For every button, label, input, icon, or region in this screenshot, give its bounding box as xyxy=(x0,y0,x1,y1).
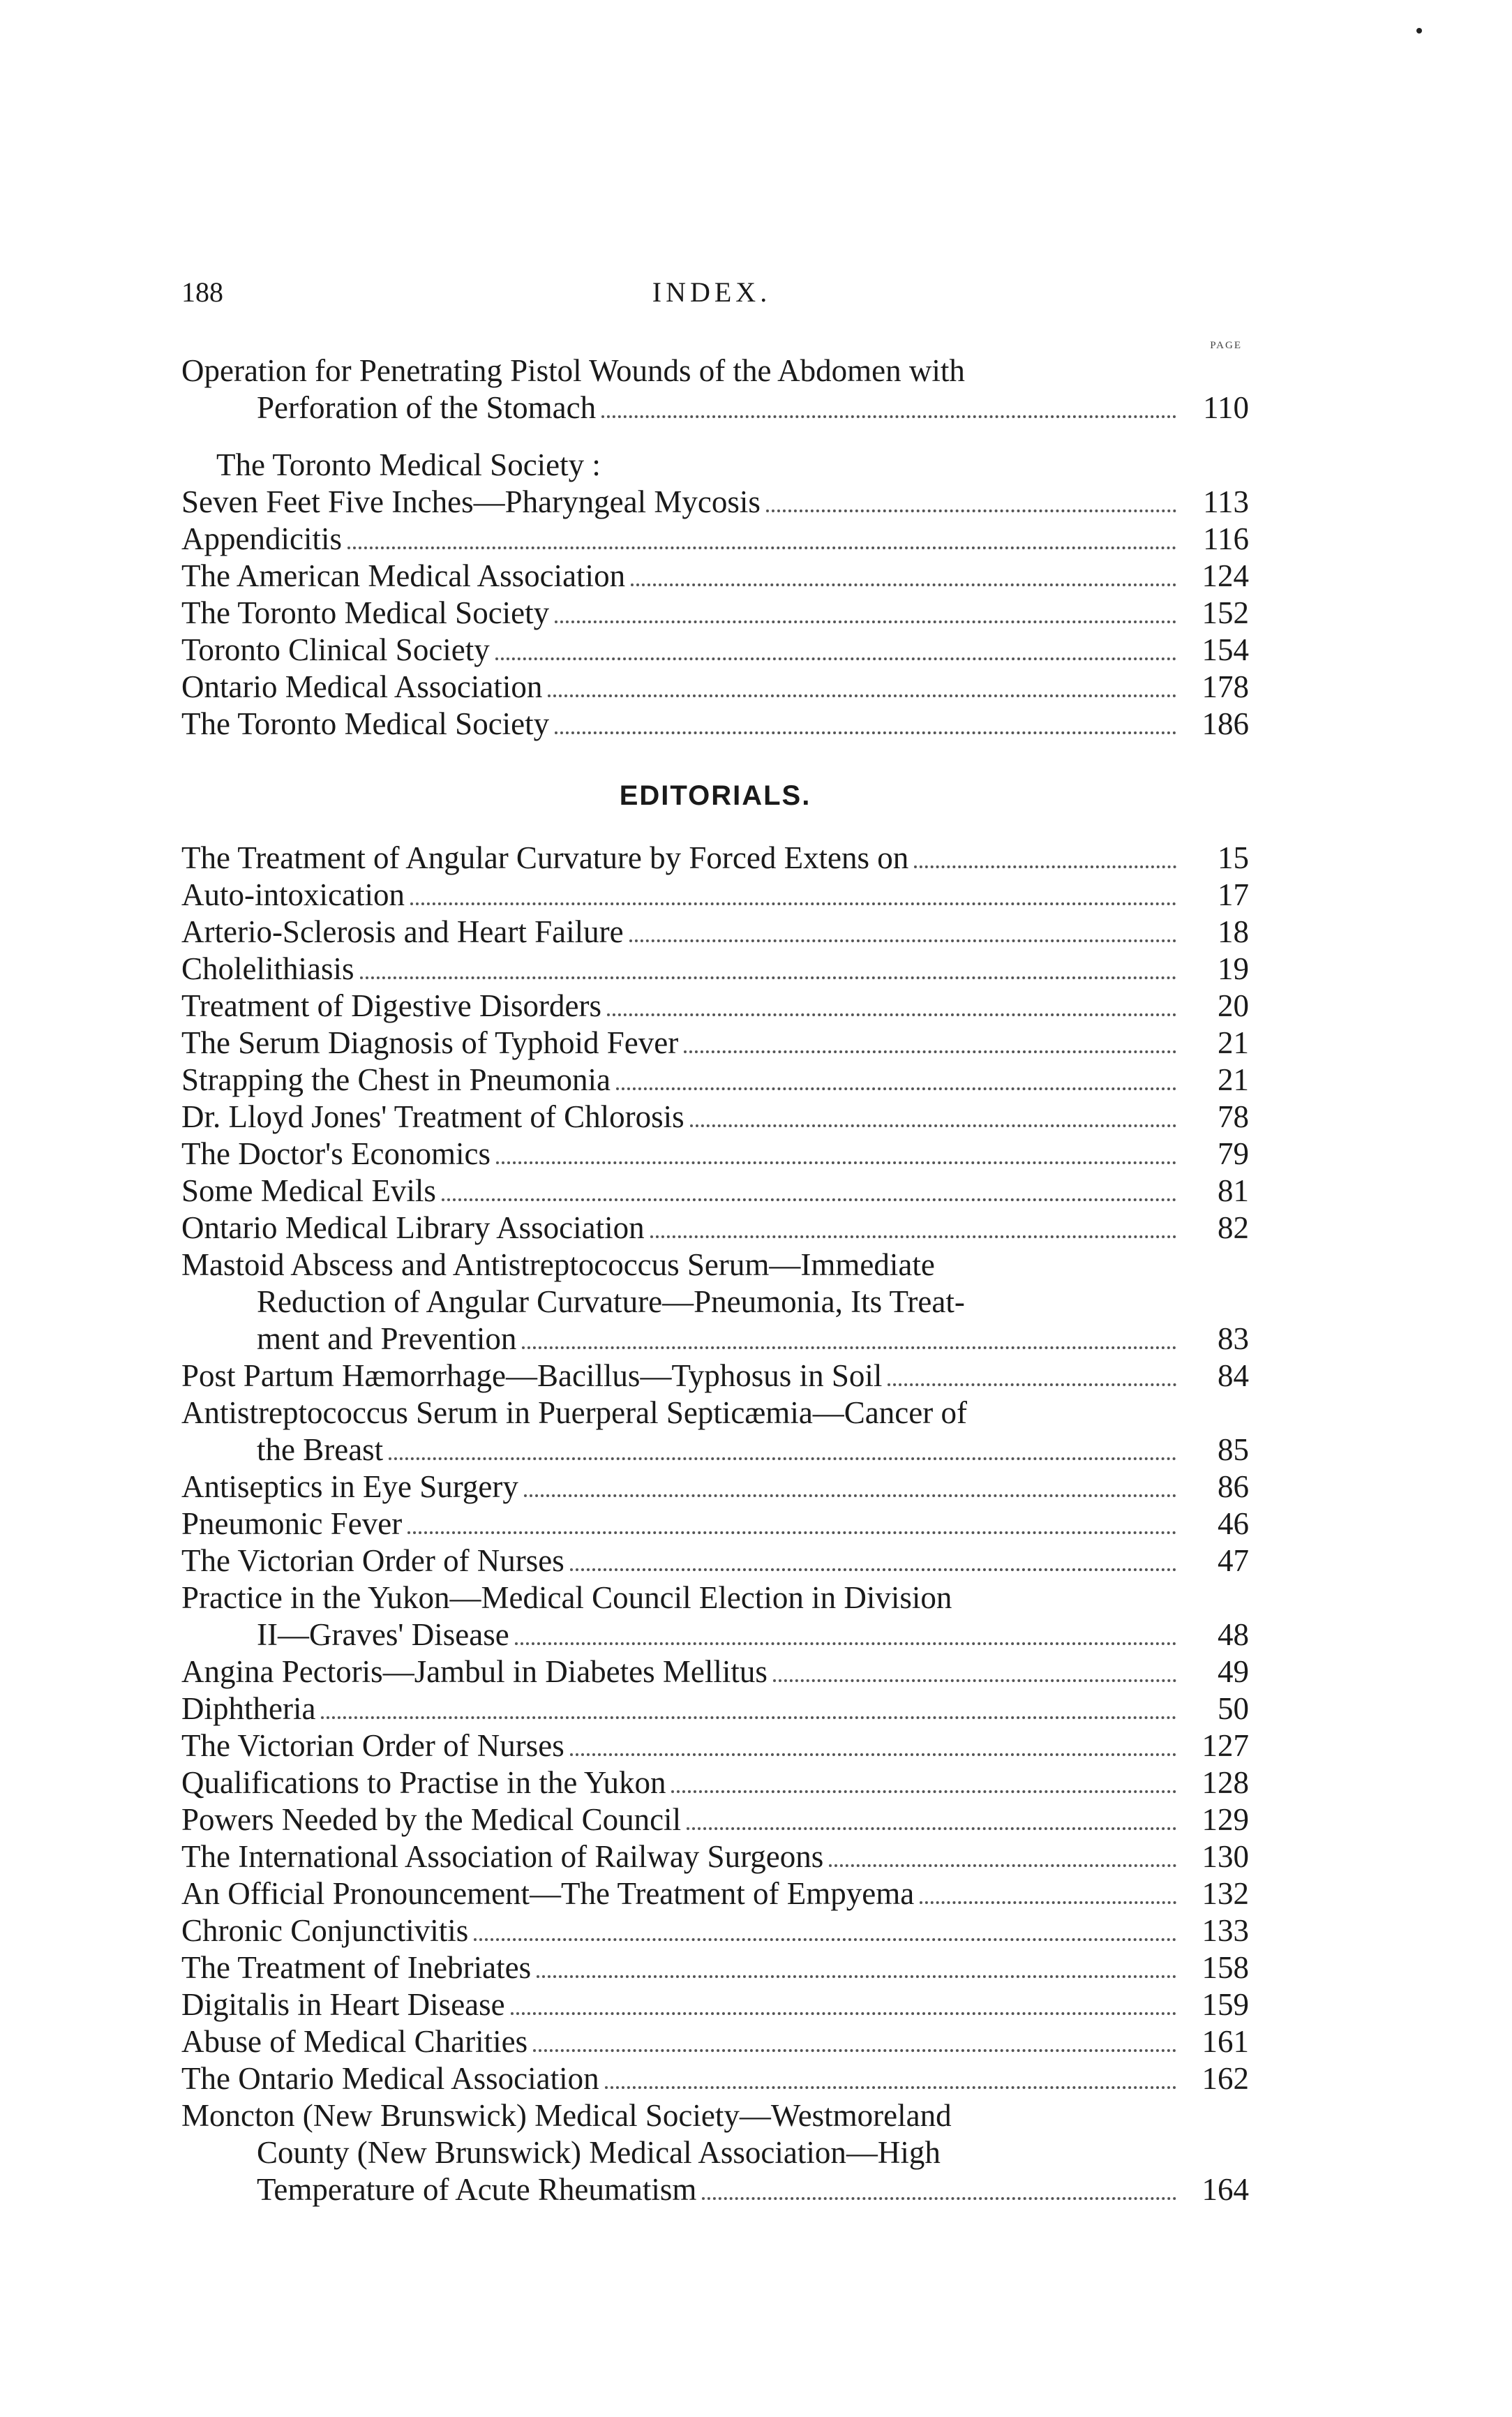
entry-line xyxy=(181,1838,1186,1875)
entry-title xyxy=(181,1653,1186,1690)
entry-line-text: Ontario Medical Association xyxy=(181,669,543,704)
entry-line-text: The Ontario Medical Association xyxy=(181,2061,599,2096)
entry-line xyxy=(181,1062,1186,1099)
page-number: 188 xyxy=(181,276,223,308)
entry-line xyxy=(181,1542,1186,1579)
entry-title xyxy=(181,1801,1186,1838)
entry-line xyxy=(181,1801,1186,1838)
entry-line-text: Practice in the Yukon—Medical Council Election in Division xyxy=(181,1580,952,1615)
entry-page-number: 86 xyxy=(1218,1469,1249,1504)
entry-line xyxy=(181,2023,1186,2060)
entry-page-number: 46 xyxy=(1218,1506,1249,1541)
dot-leader xyxy=(766,510,1176,512)
dot-leader xyxy=(702,2197,1176,2200)
entry-page-number: 18 xyxy=(1218,914,1249,949)
entry-line-text: Digitalis in Heart Disease xyxy=(181,1987,505,2022)
dot-leader xyxy=(616,1087,1176,1090)
entry-line xyxy=(181,558,1186,595)
entry-line xyxy=(181,1395,1186,1431)
entry-line-text: Diphtheria xyxy=(181,1691,316,1726)
entry-page-number: 152 xyxy=(1202,595,1249,630)
entry-line-text: The Treatment of Angular Curvature by Forced Extens on xyxy=(181,840,909,875)
index-entry xyxy=(181,595,1249,632)
entry-title xyxy=(181,1395,1186,1468)
index-entry xyxy=(181,1062,1249,1099)
entry-line xyxy=(181,1690,1186,1727)
dot-leader xyxy=(524,1494,1176,1497)
entry-title xyxy=(181,1764,1186,1801)
dot-leader xyxy=(629,939,1176,942)
society-entries xyxy=(181,484,1249,743)
entry-line-text: Perforation of the Stomach xyxy=(257,390,597,425)
entry-title xyxy=(181,1136,1186,1173)
entry-title xyxy=(181,2023,1186,2060)
entry-line xyxy=(181,706,1186,743)
index-entry xyxy=(181,1210,1249,1247)
entry-title xyxy=(181,352,1186,426)
entry-line xyxy=(181,1727,1186,1764)
dot-leader xyxy=(533,2049,1176,2052)
entry-line-text: Strapping the Chest in Pneumonia xyxy=(181,1062,611,1097)
entry-title xyxy=(181,706,1186,743)
dot-leader xyxy=(495,657,1176,660)
index-entry xyxy=(181,951,1249,988)
entry-line-text: Operation for Penetrating Pistol Wounds of the Abdomen with xyxy=(181,353,965,388)
index-entry xyxy=(181,1542,1249,1579)
entry-line-text: the Breast xyxy=(257,1432,384,1467)
entry-line-text: Antiseptics in Eye Surgery xyxy=(181,1469,518,1504)
entry-line xyxy=(181,1358,1186,1395)
entry-line xyxy=(181,595,1186,632)
dot-leader xyxy=(684,1050,1176,1053)
entry-line xyxy=(181,1986,1186,2023)
entry-line xyxy=(181,1321,1186,1358)
entry-page-number: 19 xyxy=(1218,951,1249,986)
dot-leader xyxy=(605,2086,1176,2089)
dot-leader xyxy=(442,1198,1176,1201)
dot-leader xyxy=(888,1383,1176,1386)
entry-title xyxy=(181,669,1186,706)
ink-spot xyxy=(1416,28,1422,34)
entry-line-text: County (New Brunswick) Medical Association—High xyxy=(257,2135,941,2170)
entry-page-number: 130 xyxy=(1202,1839,1249,1874)
entry-page-number: 20 xyxy=(1218,988,1249,1023)
entry-line xyxy=(181,1653,1186,1690)
entry-line xyxy=(181,951,1186,988)
entry-page-number: 84 xyxy=(1218,1358,1249,1393)
entry-page-number: 21 xyxy=(1218,1062,1249,1097)
entry-line-text: ment and Prevention xyxy=(257,1321,517,1356)
entry-line xyxy=(181,840,1186,877)
dot-leader xyxy=(515,1642,1176,1645)
index-entry xyxy=(181,1025,1249,1062)
entry-line xyxy=(181,1284,1186,1321)
dot-leader xyxy=(474,1938,1176,1941)
entry-line xyxy=(181,484,1186,521)
dot-leader xyxy=(389,1457,1176,1460)
entry-page-number: 85 xyxy=(1218,1432,1249,1467)
entry-line-text: Appendicitis xyxy=(181,521,342,556)
entry-line-text: Toronto Clinical Society xyxy=(181,632,490,667)
index-entry xyxy=(181,1986,1249,2023)
entry-line-text: II—Graves' Disease xyxy=(257,1617,509,1652)
entry-line-text: Qualifications to Practise in the Yukon xyxy=(181,1765,666,1800)
entry-line xyxy=(181,632,1186,669)
index-entry xyxy=(181,521,1249,558)
dot-leader xyxy=(690,1124,1176,1127)
entry-title xyxy=(181,988,1186,1025)
entry-line xyxy=(181,1173,1186,1210)
dot-leader xyxy=(773,1679,1176,1682)
index-entry xyxy=(181,877,1249,914)
society-heading: The Toronto Medical Society : xyxy=(216,447,601,482)
entry-title xyxy=(181,1838,1186,1875)
dot-leader xyxy=(570,1753,1176,1756)
entry-line xyxy=(181,1099,1186,1136)
dot-leader xyxy=(537,1975,1176,1978)
entry-page-number: 50 xyxy=(1218,1691,1249,1726)
society-block xyxy=(181,447,1249,743)
dot-leader xyxy=(555,731,1176,734)
entry-page-number: 159 xyxy=(1202,1987,1249,2022)
entry-title xyxy=(181,1210,1186,1247)
entry-line xyxy=(181,2060,1186,2097)
dot-leader xyxy=(671,1790,1176,1793)
dot-leader xyxy=(570,1568,1176,1571)
dot-leader xyxy=(360,976,1177,979)
dot-leader xyxy=(829,1864,1176,1867)
entry-title xyxy=(181,1505,1186,1542)
entry-title xyxy=(181,1912,1186,1949)
entry-line-text: Arterio-Sclerosis and Heart Failure xyxy=(181,914,624,949)
entry-title xyxy=(181,914,1186,951)
dot-leader xyxy=(631,583,1176,586)
entry-page-number: 21 xyxy=(1218,1025,1249,1060)
entry-page-number: 81 xyxy=(1218,1173,1249,1208)
entry-title xyxy=(181,951,1186,988)
entry-page-number: 48 xyxy=(1218,1617,1249,1652)
index-entry xyxy=(181,1801,1249,1838)
entry-line-text: The American Medical Association xyxy=(181,558,626,593)
dot-leader xyxy=(496,1161,1176,1164)
index-entry xyxy=(181,1099,1249,1136)
entry-page-number: 78 xyxy=(1218,1099,1249,1134)
index-entry xyxy=(181,1838,1249,1875)
entry-page-number: 162 xyxy=(1202,2061,1249,2096)
index-entry xyxy=(181,1358,1249,1395)
entry-page-number: 17 xyxy=(1218,877,1249,912)
page-column-label: PAGE xyxy=(1210,340,1242,351)
entry-line-text: Abuse of Medical Charities xyxy=(181,2024,528,2059)
entry-page-number: 128 xyxy=(1202,1765,1249,1800)
entry-line-text: Powers Needed by the Medical Council xyxy=(181,1802,682,1837)
entry-page-number: 178 xyxy=(1202,669,1249,704)
entry-page-number: 161 xyxy=(1202,2024,1249,2059)
dot-leader xyxy=(687,1827,1176,1830)
entry-line xyxy=(181,988,1186,1025)
entry-title xyxy=(181,484,1186,521)
entry-title xyxy=(181,1727,1186,1764)
entry-title xyxy=(181,840,1186,877)
entry-line-text: Mastoid Abscess and Antistreptococcus Serum—Immediate xyxy=(181,1247,935,1282)
entry-line-text: Reduction of Angular Curvature—Pneumonia, Its Treat- xyxy=(257,1284,965,1319)
dot-leader xyxy=(650,1235,1176,1238)
entry-page-number: 127 xyxy=(1202,1728,1249,1763)
entry-page-number: 83 xyxy=(1218,1321,1249,1356)
running-head xyxy=(181,276,1242,318)
editorials-heading: EDITORIALS. xyxy=(619,780,811,811)
entry-page-number: 129 xyxy=(1202,1802,1249,1837)
index-entry xyxy=(181,914,1249,951)
entry-line-text: The Treatment of Inebriates xyxy=(181,1950,532,1985)
dot-leader xyxy=(522,1346,1176,1349)
index-entry xyxy=(181,1764,1249,1801)
index-entry xyxy=(181,840,1249,877)
entry-title xyxy=(181,877,1186,914)
entry-line xyxy=(181,1431,1186,1468)
dot-leader xyxy=(347,546,1176,549)
entry-line-text: Post Partum Hæmorrhage—Bacillus—Typhosus in Soil xyxy=(181,1358,883,1393)
entry-line xyxy=(181,521,1186,558)
entry-title xyxy=(181,1025,1186,1062)
editorial-entries xyxy=(181,840,1249,2208)
entry-line xyxy=(181,1875,1186,1912)
index-entry xyxy=(181,2060,1249,2097)
entry-line xyxy=(181,1025,1186,1062)
entry-line xyxy=(181,1468,1186,1505)
entry-page-number: 116 xyxy=(1203,521,1249,556)
index-entry xyxy=(181,1912,1249,1949)
entry-line xyxy=(181,389,1186,426)
entry-title xyxy=(181,2060,1186,2097)
entry-page-number: 47 xyxy=(1218,1543,1249,1578)
entry-line-text: Treatment of Digestive Disorders xyxy=(181,988,601,1023)
top-entries xyxy=(181,352,1249,426)
index-entry xyxy=(181,1579,1249,1653)
entry-line-text: The Victorian Order of Nurses xyxy=(181,1728,564,1763)
index-entry xyxy=(181,558,1249,595)
entry-line xyxy=(181,669,1186,706)
entry-page-number: 164 xyxy=(1202,2172,1249,2207)
entry-line-text: Some Medical Evils xyxy=(181,1173,436,1208)
entry-page-number: 133 xyxy=(1202,1913,1249,1948)
entry-line-text: Seven Feet Five Inches—Pharyngeal Mycosis xyxy=(181,484,761,519)
entry-line-text: Pneumonic Fever xyxy=(181,1506,403,1541)
index-entry xyxy=(181,352,1249,426)
entry-line-text: Cholelithiasis xyxy=(181,951,354,986)
index-entry xyxy=(181,1468,1249,1505)
entry-title xyxy=(181,595,1186,632)
entry-page-number: 154 xyxy=(1202,632,1249,667)
index-entry xyxy=(181,632,1249,669)
entry-line xyxy=(181,1247,1186,1284)
index-entry xyxy=(181,1505,1249,1542)
entry-title xyxy=(181,1542,1186,1579)
entry-title xyxy=(181,1247,1186,1358)
entry-line-text: Dr. Lloyd Jones' Treatment of Chlorosis xyxy=(181,1099,684,1134)
entry-line-text: Moncton (New Brunswick) Medical Society—Westmoreland xyxy=(181,2098,952,2133)
entry-page-number: 186 xyxy=(1202,706,1249,741)
dot-leader xyxy=(555,620,1176,623)
entry-line xyxy=(181,1505,1186,1542)
entry-title xyxy=(181,1358,1186,1395)
entry-title xyxy=(181,1579,1186,1653)
entry-title xyxy=(181,1875,1186,1912)
entry-line-text: The International Association of Railway Surgeons xyxy=(181,1839,824,1874)
entry-line xyxy=(181,914,1186,951)
entry-line-text: Temperature of Acute Rheumatism xyxy=(257,2172,697,2207)
entry-page-number: 49 xyxy=(1218,1654,1249,1689)
entry-page-number: 110 xyxy=(1203,390,1249,425)
entry-line-text: The Toronto Medical Society xyxy=(181,595,550,630)
index-entry xyxy=(181,1949,1249,1986)
index-entry xyxy=(181,706,1249,743)
entry-line-text: The Toronto Medical Society xyxy=(181,706,550,741)
entry-line-text: Antistreptococcus Serum in Puerperal Septicæmia—Cancer of xyxy=(181,1395,967,1430)
entry-line xyxy=(181,1579,1186,1616)
entry-title xyxy=(181,1949,1186,1986)
index-entry xyxy=(181,2023,1249,2060)
index-entry xyxy=(181,1136,1249,1173)
index-entry xyxy=(181,1653,1249,1690)
entry-page-number: 82 xyxy=(1218,1210,1249,1245)
entry-title xyxy=(181,1099,1186,1136)
entry-line xyxy=(181,1210,1186,1247)
entry-line-text: Auto-intoxication xyxy=(181,877,405,912)
entry-title xyxy=(181,1986,1186,2023)
index-entry xyxy=(181,484,1249,521)
entry-line-text: Ontario Medical Library Association xyxy=(181,1210,645,1245)
entry-title xyxy=(181,1062,1186,1099)
entry-line xyxy=(181,2134,1186,2171)
entry-line-text: Chronic Conjunctivitis xyxy=(181,1913,469,1948)
entry-title xyxy=(181,1173,1186,1210)
index-entry xyxy=(181,669,1249,706)
entry-title xyxy=(181,2097,1186,2208)
page-title: INDEX. xyxy=(652,276,772,308)
entry-title xyxy=(181,521,1186,558)
entry-page-number: 158 xyxy=(1202,1950,1249,1985)
index-entry xyxy=(181,1247,1249,1358)
entry-line xyxy=(181,1136,1186,1173)
entry-line xyxy=(181,1912,1186,1949)
entry-line xyxy=(181,352,1186,389)
entry-title xyxy=(181,1468,1186,1505)
dot-leader xyxy=(321,1716,1176,1719)
entry-line xyxy=(181,1616,1186,1653)
entry-line-text: Angina Pectoris—Jambul in Diabetes Mellitus xyxy=(181,1654,768,1689)
index-entry xyxy=(181,1690,1249,1727)
entry-page-number: 113 xyxy=(1203,484,1249,519)
dot-leader xyxy=(407,1531,1176,1534)
dot-leader xyxy=(601,415,1176,418)
dot-leader xyxy=(607,1013,1176,1016)
index-entry xyxy=(181,1727,1249,1764)
index-entry xyxy=(181,988,1249,1025)
entry-title xyxy=(181,632,1186,669)
dot-leader xyxy=(511,2012,1176,2015)
entry-line-text: An Official Pronouncement—The Treatment of Empyema xyxy=(181,1876,915,1911)
entry-page-number: 132 xyxy=(1202,1876,1249,1911)
entry-page-number: 15 xyxy=(1218,840,1249,875)
entry-line xyxy=(181,2097,1186,2134)
dot-leader xyxy=(548,694,1176,697)
index-entry xyxy=(181,1395,1249,1468)
index-entry xyxy=(181,2097,1249,2208)
entry-page-number: 79 xyxy=(1218,1136,1249,1171)
dot-leader xyxy=(914,865,1176,868)
dot-leader xyxy=(410,902,1176,905)
index-entry xyxy=(181,1875,1249,1912)
entry-line-text: The Doctor's Economics xyxy=(181,1136,491,1171)
entry-line xyxy=(181,1949,1186,1986)
entry-title xyxy=(181,558,1186,595)
dot-leader xyxy=(920,1901,1176,1904)
entry-title xyxy=(181,1690,1186,1727)
entry-page-number: 124 xyxy=(1202,558,1249,593)
entry-line-text: The Serum Diagnosis of Typhoid Fever xyxy=(181,1025,679,1060)
index-entry xyxy=(181,1173,1249,1210)
entry-line xyxy=(181,1764,1186,1801)
entry-line xyxy=(181,877,1186,914)
entry-line xyxy=(181,2171,1186,2208)
entry-line-text: The Victorian Order of Nurses xyxy=(181,1543,564,1578)
